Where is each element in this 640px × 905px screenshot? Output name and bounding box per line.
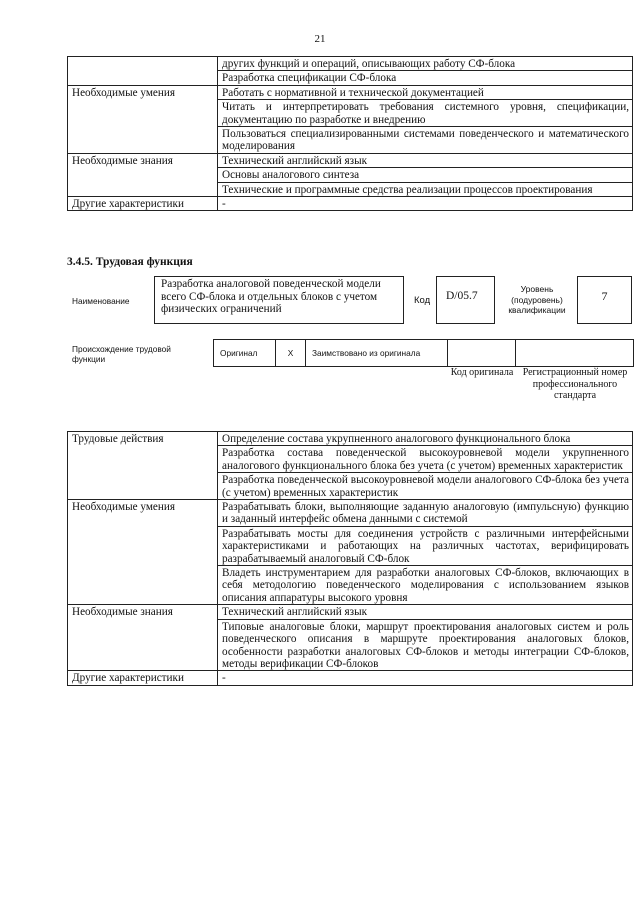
table-row [68,197,633,211]
origin-reg-cell [516,340,633,366]
origin-code-cell [448,340,516,366]
row-label: Трудовые действия [68,432,218,500]
table-cell: - [218,197,633,211]
table-cell: Читать и интерпретировать требования системного уровня, спецификации, документацию по разработке и внедрению [218,100,633,127]
row-label: Необходимые знания [68,605,218,671]
level-label: Уровень (подуровень) квалификации [508,284,566,315]
table-cell: Пользоваться специализированными системами поведенческого и математического моделирования [218,127,633,154]
origin-borrowed-cell: Заимствовано из оригинала [306,340,448,366]
table-continued [67,56,633,211]
table-cell: Основы аналогового синтеза [218,168,633,182]
level-box: 7 [577,276,632,324]
origin-original-cell: Оригинал [214,340,276,366]
table-cell: Разрабатывать блоки, выполняющие заданную аналоговую (импульсную) функцию и заданный интерфейс обмена данными с системой [218,500,633,527]
table-row [68,671,633,685]
table-cell: Работать с нормативной и технической документацией [218,85,633,99]
code-box: D/05.7 [436,276,495,324]
row-label [68,57,218,86]
origin-row [213,339,634,367]
table-row [68,85,633,99]
table-cell: Владеть инструментарием для разработки аналоговых СФ-блоков, включающих в себя методологию поведенческого моделирования с использованием языков описания аппаратуры высокого уровня [218,566,633,605]
table-cell: Технический английский язык [218,153,633,167]
page-number: 21 [314,33,326,45]
row-label: Необходимые умения [68,85,218,153]
function-name-box: Разработка аналоговой поведенческой модели всего СФ-блока и отдельных блоков с учетом физических ограничений [154,276,404,324]
table-cell: - [218,671,633,685]
origin-label: Происхождение трудовой функции [72,344,171,364]
row-label: Другие характеристики [68,671,218,685]
table-cell: Разрабатывать мосты для соединения устройств с различными интерфейсными характеристиками и работающих на различных частотах, верифицировать разрабатываемый аналоговый СФ-блок [218,526,633,565]
caption-code: Код оригинала [450,367,514,378]
table-cell: Разработка спецификации СФ-блока [218,71,633,85]
table-row [68,153,633,167]
table-row [68,57,633,71]
table-cell: Технические и программные средства реализации процессов проектирования [218,182,633,196]
table-cell: Разработка состава поведенческой высокоуровневой модели укрупненного аналогового функционального блока без учета (с учетом) временных характеристик [218,446,633,473]
table-cell: Технический английский язык [218,605,633,619]
table-cell: Разработка поведенческой высокоуровневой модели аналогового СФ-блока без учета (с учетом) временных характеристик [218,473,633,500]
row-label: Необходимые умения [68,500,218,605]
name-label: Наименование [72,296,130,306]
caption-reg: Регистрационный номер профессионального стандарта [522,367,628,401]
origin-mark: X [276,340,306,366]
table-row [68,605,633,619]
row-label: Другие характеристики [68,197,218,211]
table-cell: Определение состава укрупненного аналогового функционального блока [218,432,633,446]
table-cell: Типовые аналоговые блоки, маршрут проектирования аналоговых систем и роль поведенческого описания в маршруте проектирования аналоговых блоков, особенности разработки аналоговых СФ-блоков и методы интеграции СФ-блоков, методы верификации СФ-блоков [218,619,633,671]
section-title: 3.4.5. Трудовая функция [67,256,193,268]
function-table [67,431,633,686]
table-row [68,500,633,527]
code-label: Код [414,295,431,306]
table-row [68,432,633,446]
row-label: Необходимые знания [68,153,218,196]
table-cell: других функций и операций, описывающих работу СФ-блока [218,57,633,71]
